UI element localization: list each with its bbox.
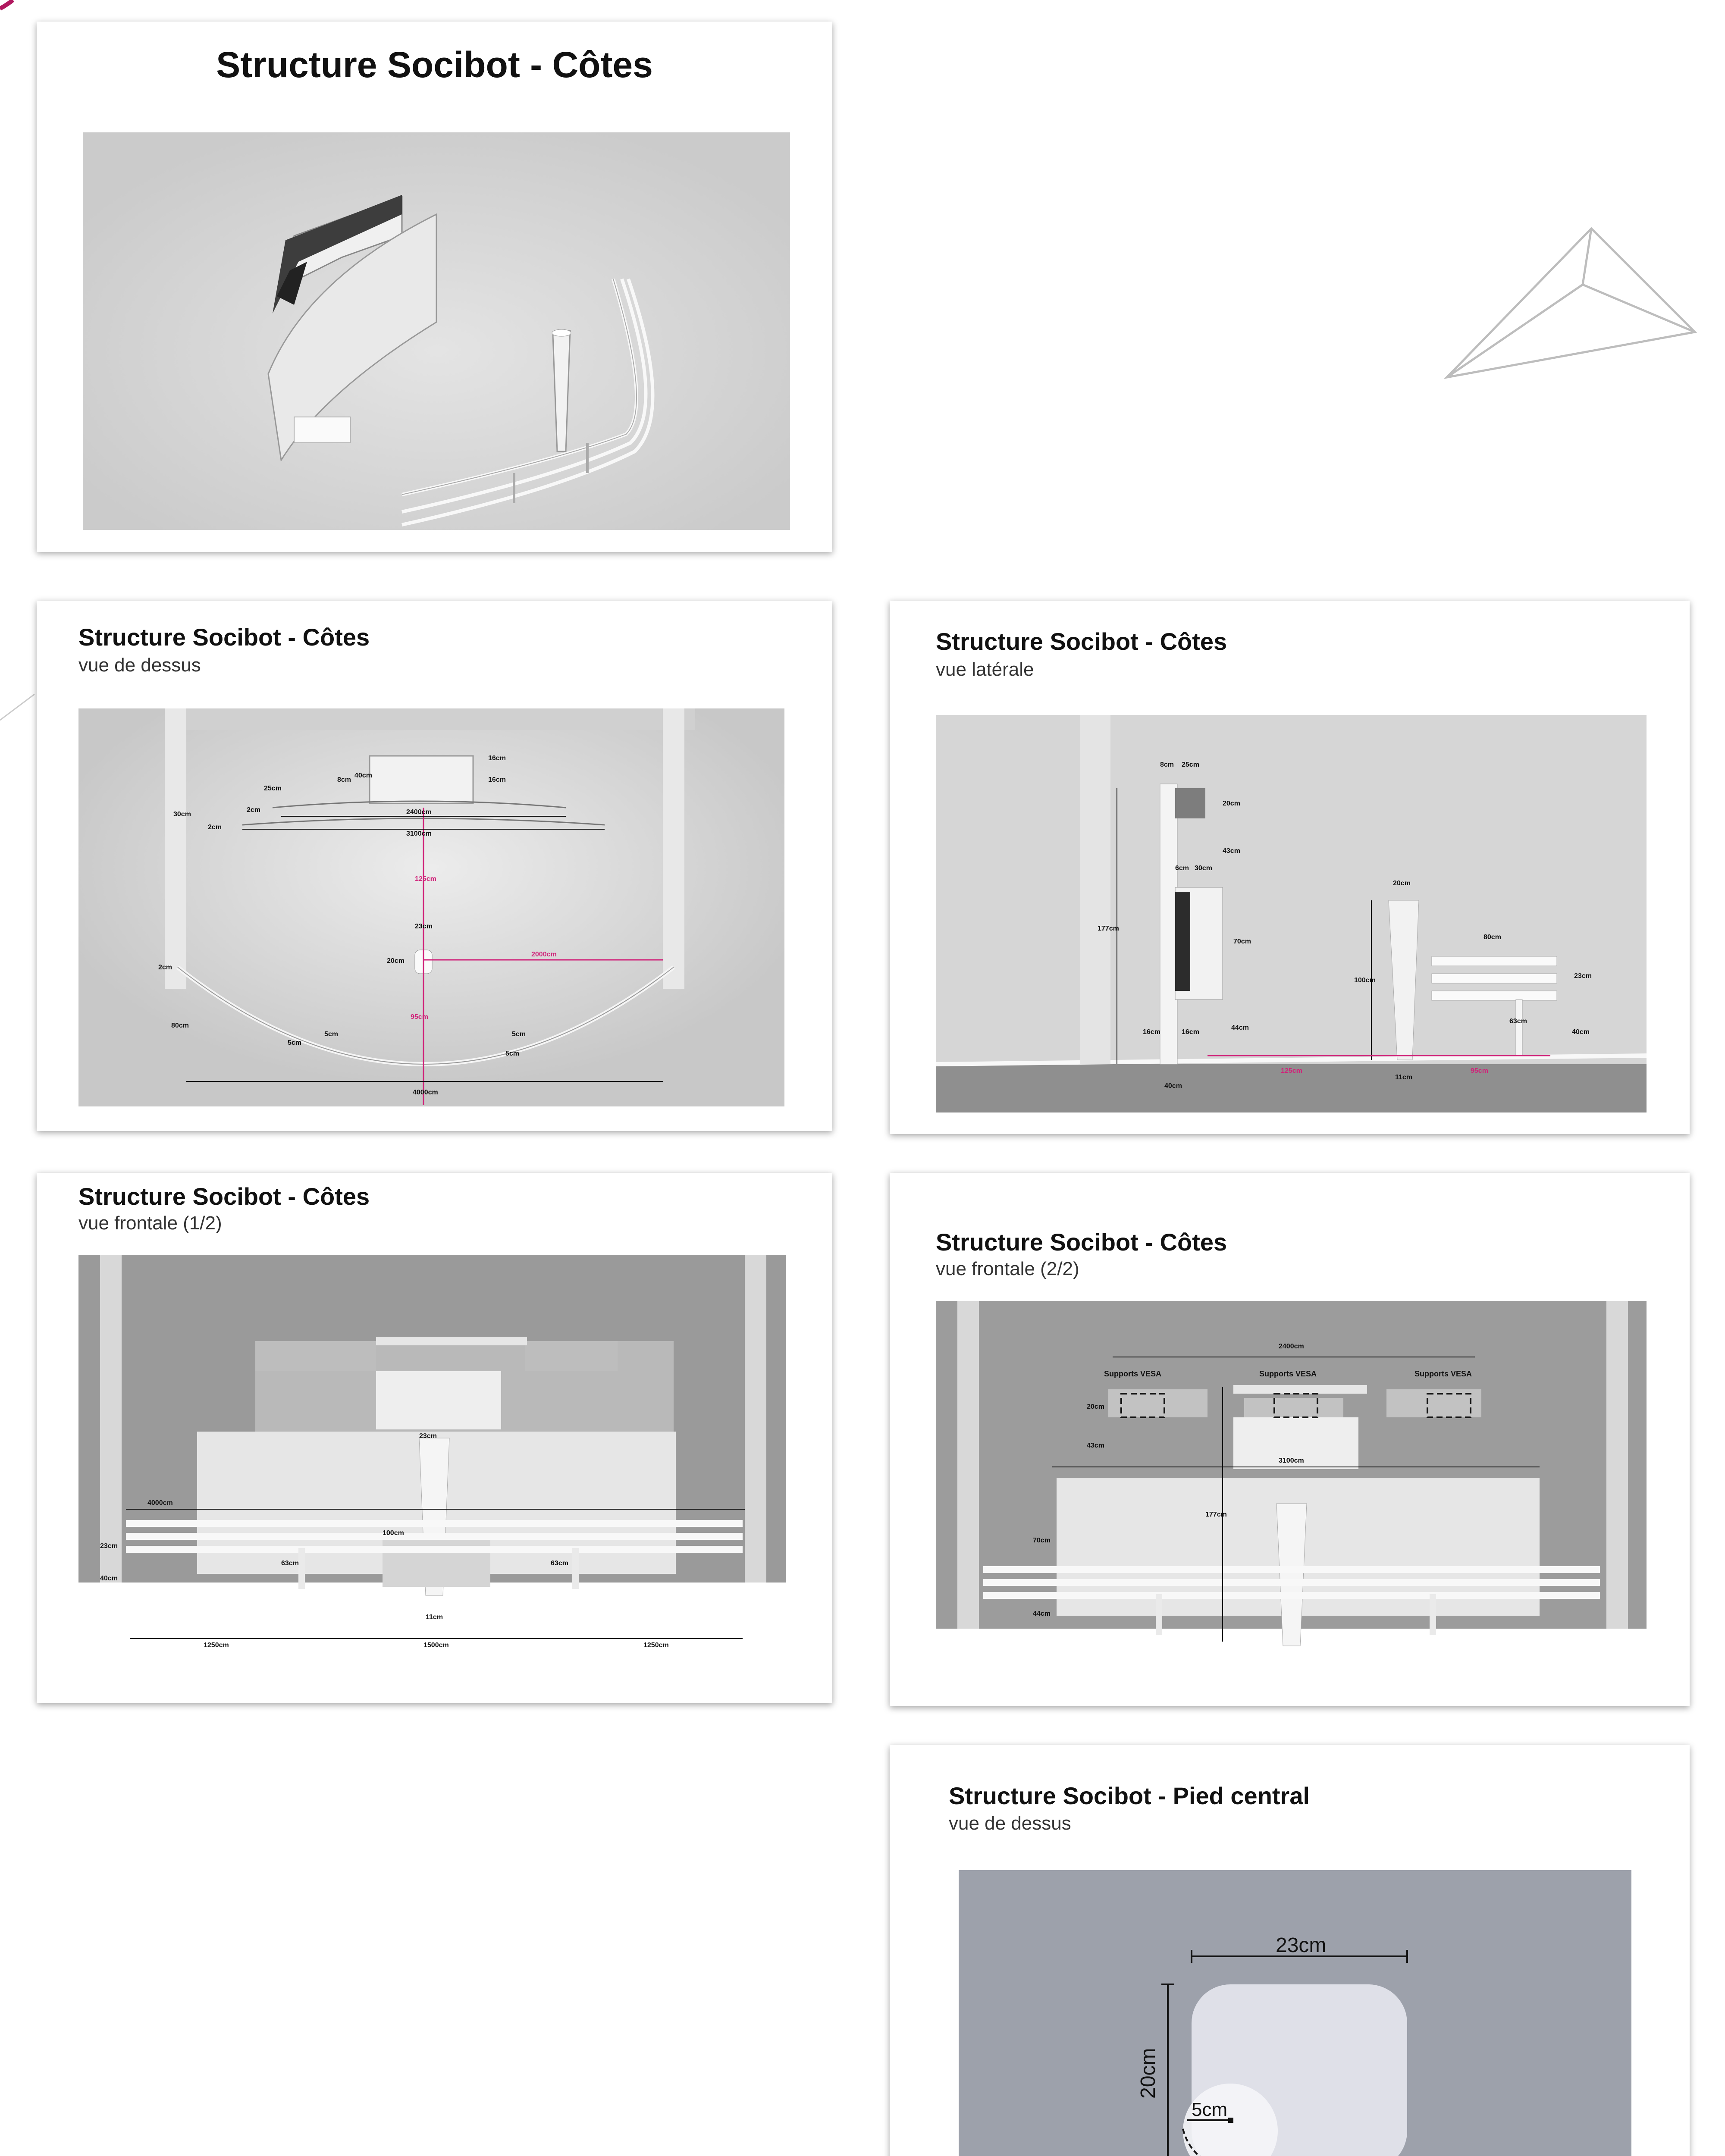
slide-central-foot (890, 1745, 1690, 2156)
dimension-label: 5cm (324, 1031, 339, 1038)
dimension-label: 2000cm (531, 951, 557, 958)
slide-subtitle: vue frontale (1/2) (78, 1213, 222, 1234)
plan-foot-top-view (959, 1870, 1631, 2156)
dimension-label: 3100cm (1279, 1457, 1304, 1464)
dimension-label: 8cm (337, 776, 351, 783)
dimension-label: 23cm (1276, 1934, 1327, 1957)
dimension-label: 95cm (1471, 1067, 1488, 1075)
dimension-label: 20cm (1137, 2048, 1160, 2099)
plan-front-view-2 (936, 1301, 1647, 1659)
dimension-label: Supports VESA (1104, 1369, 1162, 1378)
dimension-label: 23cm (1574, 972, 1592, 980)
dimension-label: 30cm (173, 811, 191, 818)
dimension-label: 177cm (1205, 1511, 1227, 1518)
slide-title: Structure Socibot - Pied central (949, 1782, 1310, 1809)
dimension-label: 44cm (1033, 1610, 1051, 1617)
dimension-label: 63cm (1509, 1018, 1527, 1025)
dimension-label: 2cm (247, 806, 261, 814)
dimension-label: 43cm (1223, 847, 1240, 855)
dimension-label: 20cm (387, 957, 405, 965)
dimension-label: 5cm (288, 1039, 302, 1047)
dimension-label: 16cm (1182, 1028, 1199, 1036)
dimension-label: 2400cm (1279, 1343, 1304, 1350)
dimension-label: 2400cm (406, 808, 432, 816)
dimension-label: Supports VESA (1414, 1369, 1472, 1378)
dimension-label: 95cm (411, 1013, 428, 1021)
dimension-label: 70cm (1233, 938, 1251, 945)
triangle-decoration (1447, 229, 1695, 377)
plan-front-view-1 (78, 1255, 786, 1664)
slide-title: Structure Socibot - Côtes (78, 1183, 370, 1210)
dimension-label: 40cm (100, 1575, 118, 1582)
slide-subtitle: vue de dessus (78, 655, 201, 676)
slide-title: Structure Socibot - Côtes (216, 44, 653, 85)
slide-title: Structure Socibot - Côtes (936, 1228, 1227, 1256)
dimension-label: 125cm (1281, 1067, 1302, 1075)
dimension-label: 11cm (426, 1614, 443, 1621)
dimension-label: 11cm (1395, 1074, 1413, 1081)
plan-side-view (936, 715, 1647, 1112)
dimension-label: 63cm (551, 1560, 568, 1567)
dimension-label: 2cm (158, 964, 172, 971)
dimension-label: 100cm (1354, 977, 1376, 984)
slide-top-view (37, 601, 832, 1131)
dimension-label: 80cm (171, 1022, 189, 1029)
dimension-label: 20cm (1087, 1403, 1104, 1410)
slide-title: Structure Socibot - Côtes (936, 628, 1227, 655)
slide-title: Structure Socibot - Côtes (78, 624, 370, 651)
dimension-label: 16cm (488, 755, 506, 762)
slide-subtitle: vue frontale (2/2) (936, 1258, 1079, 1279)
dimension-label: 20cm (1223, 800, 1240, 807)
dimension-label: 43cm (1087, 1442, 1104, 1449)
dimension-label: 8cm (1160, 761, 1174, 768)
dimension-label: Supports VESA (1259, 1369, 1317, 1378)
dimension-label: 40cm (354, 772, 372, 779)
dimension-label: 25cm (1182, 761, 1199, 768)
slide-overview (37, 22, 832, 552)
dimension-label: 40cm (1572, 1028, 1590, 1036)
dimension-label: 4000cm (413, 1089, 438, 1096)
dimension-label: 16cm (488, 776, 506, 783)
dimension-label: 30cm (1195, 865, 1212, 872)
dimension-label: 4000cm (147, 1499, 173, 1507)
dimension-label: 1250cm (643, 1642, 669, 1649)
dimension-label: 80cm (1484, 934, 1501, 941)
dimension-label: 23cm (419, 1432, 437, 1440)
dimension-label: 23cm (415, 923, 433, 930)
dimension-label: 1250cm (204, 1642, 229, 1649)
slide-subtitle: vue latérale (936, 659, 1034, 680)
dimension-label: 3100cm (406, 830, 432, 837)
slide-front-view-1 (37, 1173, 832, 1703)
dimension-label: 63cm (281, 1560, 299, 1567)
dimension-label: 5cm (505, 1050, 520, 1057)
slide-front-view-2 (890, 1173, 1690, 1706)
dimension-label: 70cm (1033, 1537, 1051, 1544)
dimension-label: 25cm (264, 785, 282, 792)
plan-top-view (78, 708, 784, 1106)
render-3d-perspective (83, 132, 790, 530)
dimension-label: 125cm (415, 875, 436, 883)
dimension-label: 1500cm (423, 1642, 449, 1649)
dimension-label: 44cm (1231, 1024, 1249, 1031)
dimension-label: 23cm (100, 1542, 118, 1550)
dimension-label: 5cm (512, 1031, 526, 1038)
dimension-label: 16cm (1143, 1028, 1160, 1036)
dimension-label: 177cm (1098, 925, 1119, 932)
dimension-label: 100cm (383, 1529, 404, 1537)
dimension-label: 20cm (1393, 880, 1411, 887)
dimension-label: 5cm (1192, 2099, 1228, 2120)
dimension-label: 6cm (1175, 865, 1189, 872)
slide-subtitle: vue de dessus (949, 1813, 1071, 1834)
dimension-label: 2cm (208, 824, 222, 831)
dimension-label: 40cm (1164, 1082, 1182, 1090)
slide-side-view (890, 601, 1690, 1134)
